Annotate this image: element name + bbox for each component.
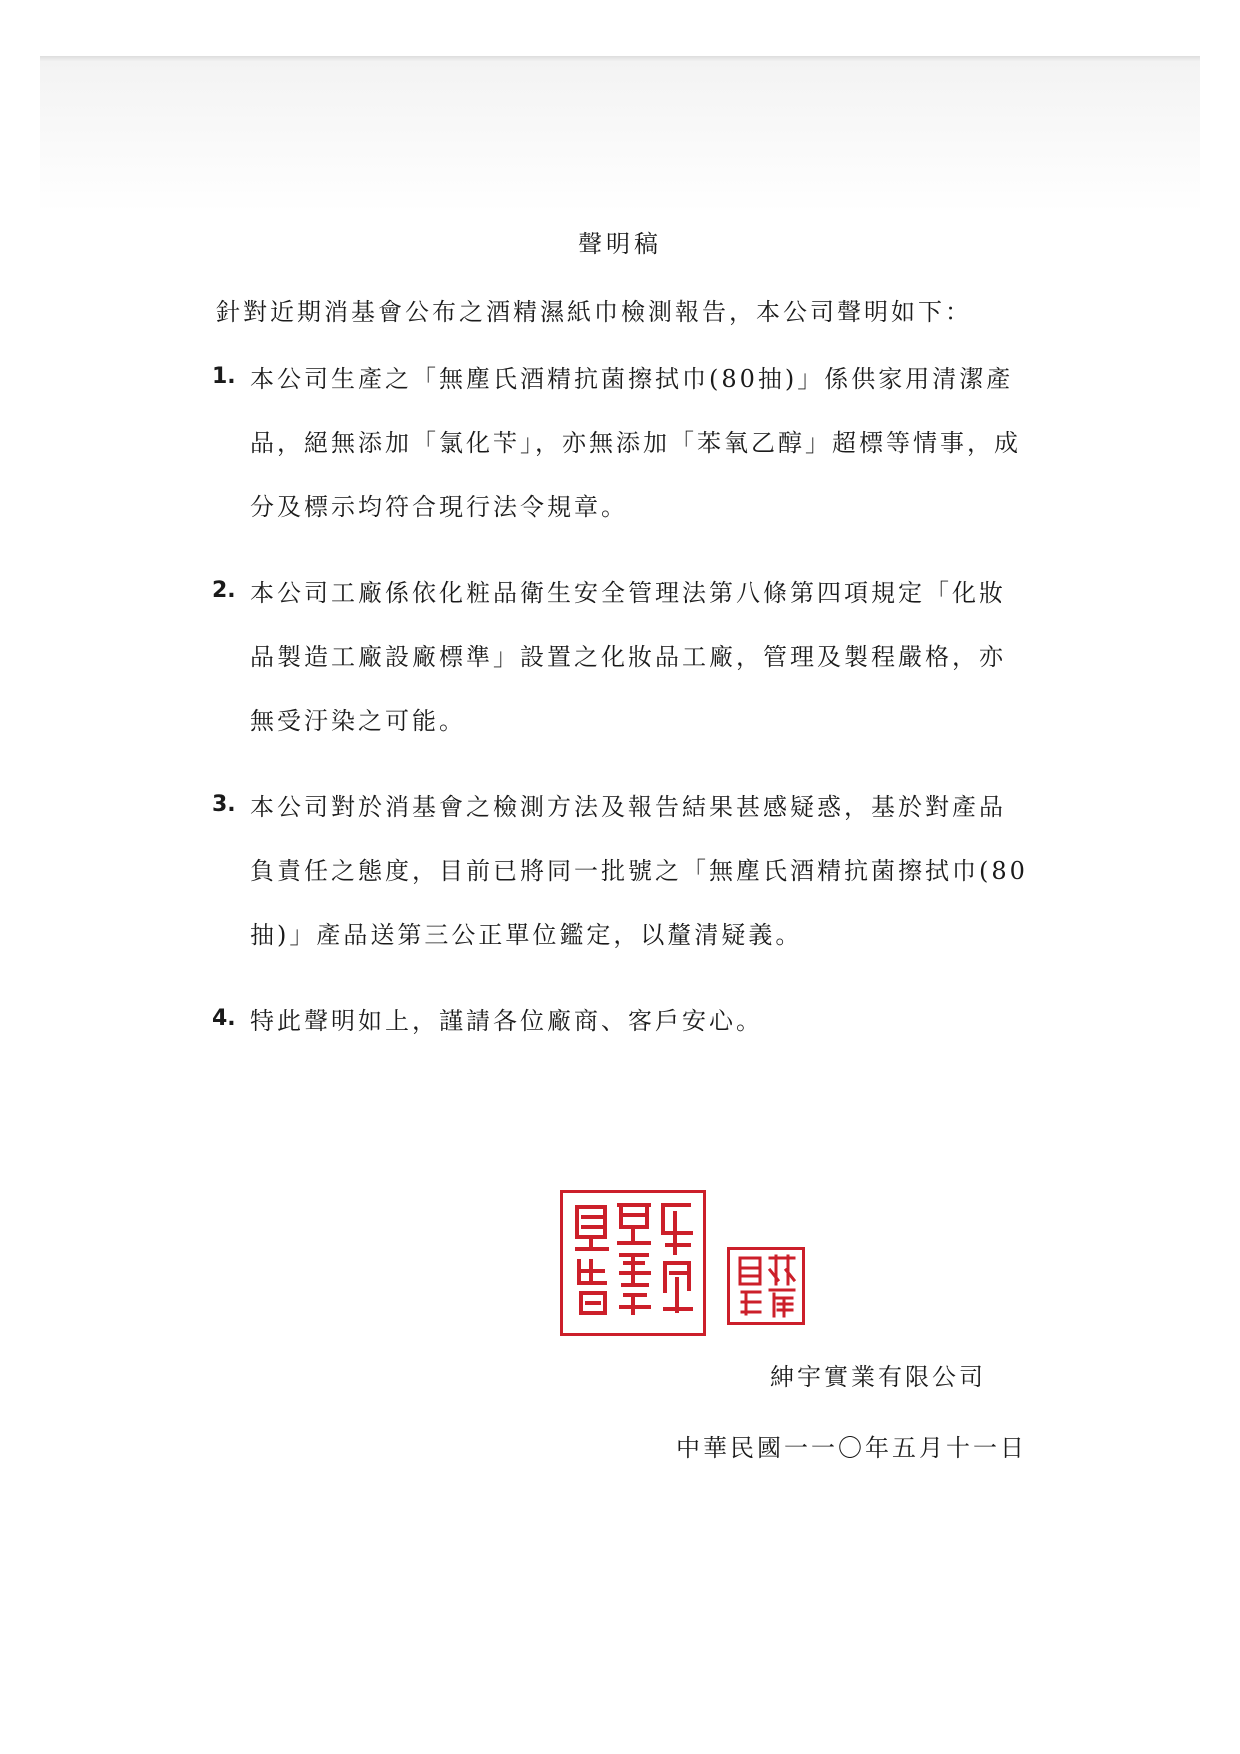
- intro-paragraph: 針對近期消基會公布之酒精濕紙巾檢測報告，本公司聲明如下：: [216, 298, 972, 326]
- company-seal-glyphs: [563, 1193, 703, 1333]
- item-number: 4.: [212, 1006, 236, 1031]
- item-line: 品，絕無添加「氯化苄」，亦無添加「苯氧乙醇」超標等情事，成: [250, 429, 1021, 457]
- item-line: 本公司對於消基會之檢測方法及報告結果甚感疑惑，基於對產品: [250, 793, 1006, 821]
- item-line: 抽)」產品送第三公正單位鑑定，以釐清疑義。: [250, 921, 803, 949]
- item-line: 本公司工廠係依化粧品衛生安全管理法第八條第四項規定「化妝: [250, 579, 1006, 607]
- item-number: 1.: [212, 364, 236, 389]
- signature-date: 中華民國一一〇年五月十一日: [676, 1434, 1027, 1462]
- document-title: 聲明稿: [578, 230, 662, 258]
- signature-company: 紳宇實業有限公司: [770, 1363, 986, 1391]
- item-line: 負責任之態度，目前已將同一批號之「無塵氏酒精抗菌擦拭巾(80: [250, 857, 1028, 885]
- item-line: 分及標示均符合現行法令規章。: [250, 493, 628, 521]
- scan-shadow: [40, 62, 1200, 212]
- personal-seal-stamp: [727, 1247, 805, 1325]
- item-line: 品製造工廠設廠標準」設置之化妝品工廠，管理及製程嚴格，亦: [250, 643, 1006, 671]
- item-line: 本公司生產之「無塵氏酒精抗菌擦拭巾(80抽)」係供家用清潔產: [250, 365, 1014, 393]
- item-number: 3.: [212, 792, 236, 817]
- item-number: 2.: [212, 578, 236, 603]
- company-seal-stamp: [560, 1190, 706, 1336]
- item-line: 無受汙染之可能。: [250, 707, 466, 735]
- personal-seal-glyphs: [730, 1250, 802, 1322]
- item-line: 特此聲明如上，謹請各位廠商、客戶安心。: [250, 1007, 763, 1035]
